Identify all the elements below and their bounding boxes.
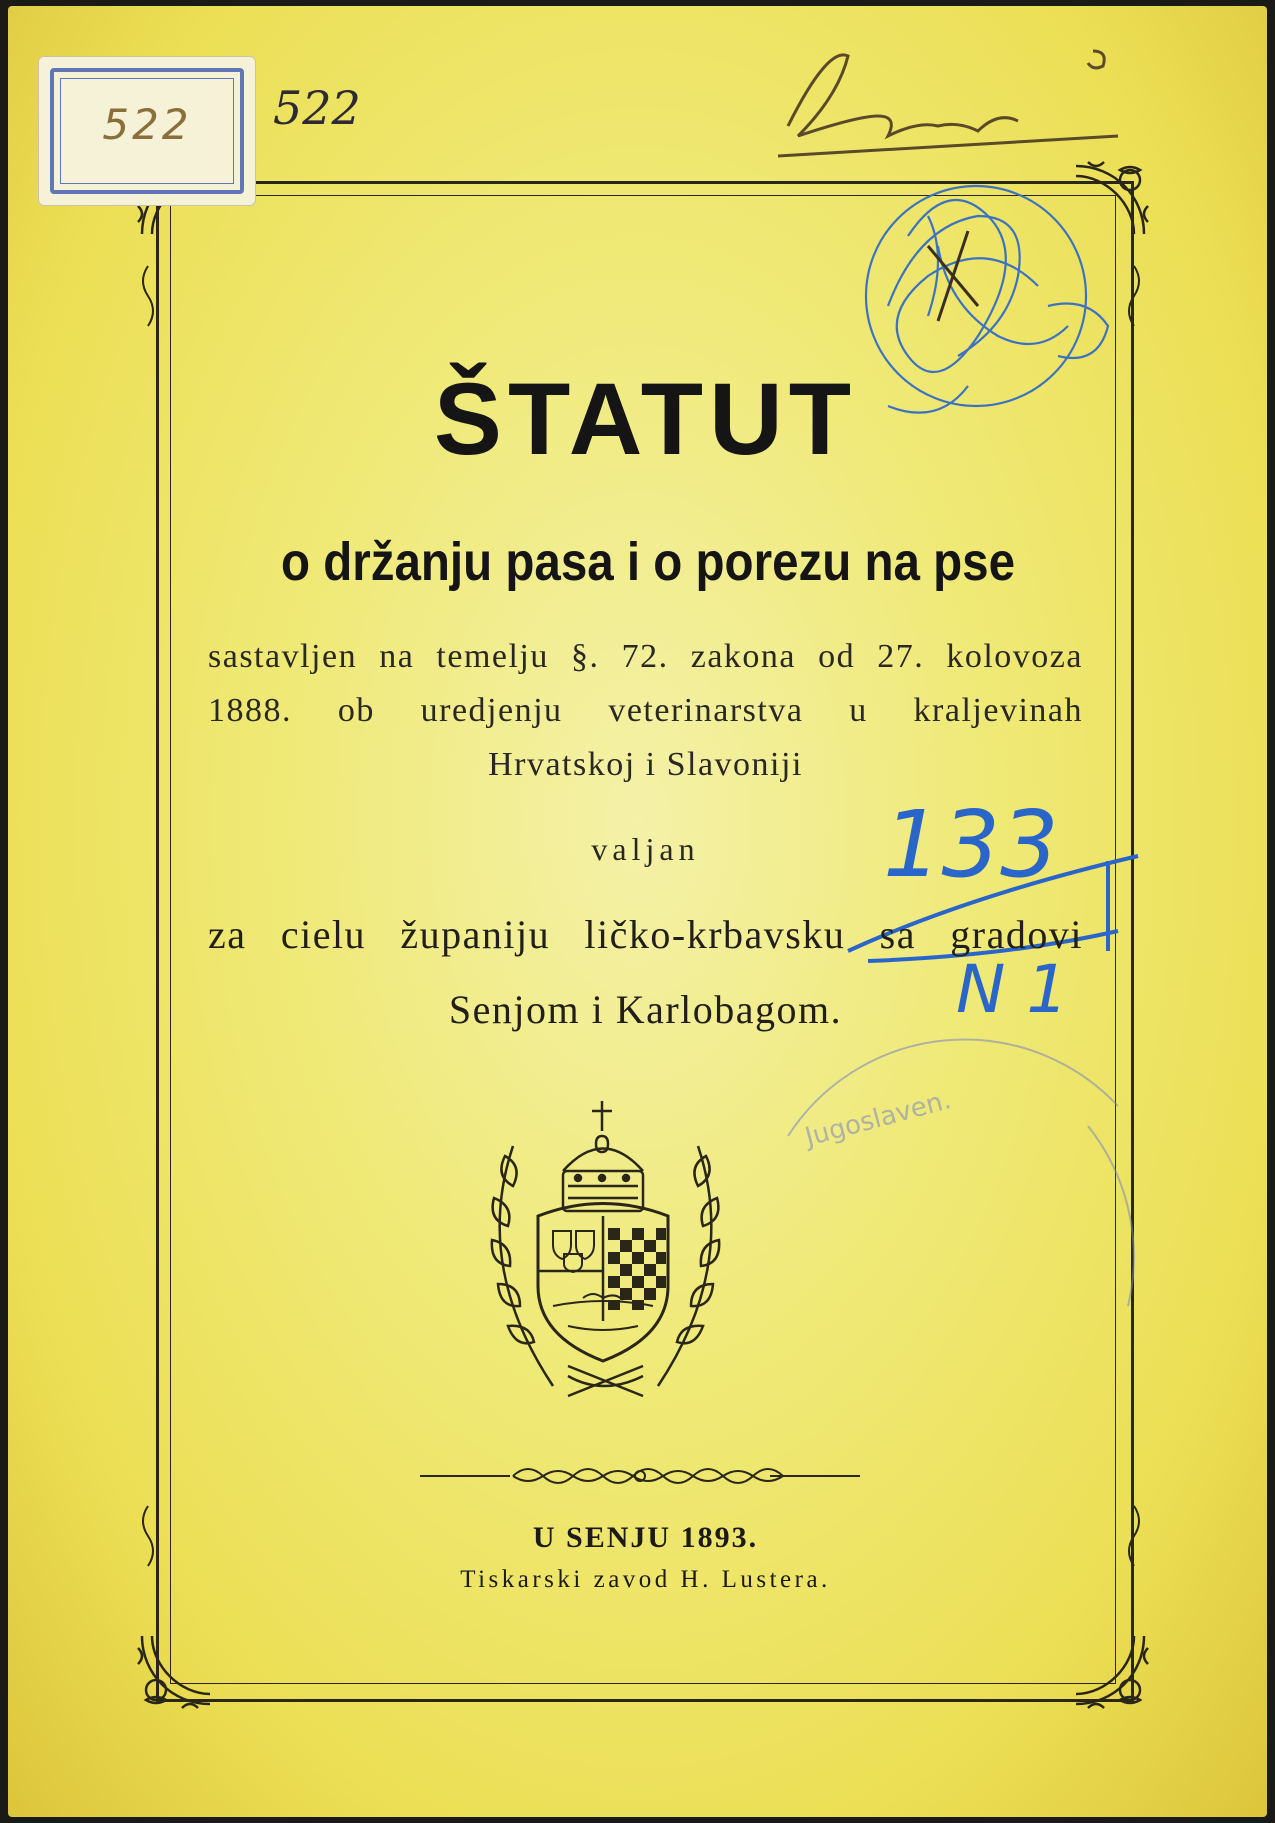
- description-line-1: sastavljen na temelju §. 72. zakona od 27. kolovoza: [208, 638, 1083, 675]
- accession-label-number: 522: [102, 100, 192, 149]
- handwritten-accession-number: 522: [273, 81, 361, 135]
- handwritten-mark: N 1: [956, 951, 1069, 1028]
- page-title: ŠTATUT: [433, 362, 858, 476]
- svg-text:Jugoslaven.: Jugoslaven.: [802, 1085, 955, 1153]
- scope-line-2: Senjom i Karlobagom.: [448, 987, 843, 1032]
- printer-line: Tiskarski zavod H. Lustera.: [460, 1566, 831, 1593]
- page-subtitle: o držanju pasa i o porezu na pse: [280, 532, 1016, 592]
- description-line-3: Hrvatskoj i Slavoniji: [488, 746, 803, 783]
- scope-line-1: za cielu županiju ličko-krbavsku sa gradovi: [208, 912, 1083, 957]
- handwritten-number-133: 133: [883, 791, 1059, 898]
- validity-word: valjan: [591, 831, 700, 867]
- description-line-2: 1888. ob uredjenju veterinarstva u kraljevinah: [208, 692, 1083, 729]
- place-and-year: U SENJU 1893.: [532, 1521, 759, 1554]
- book-cover: [8, 6, 1267, 1817]
